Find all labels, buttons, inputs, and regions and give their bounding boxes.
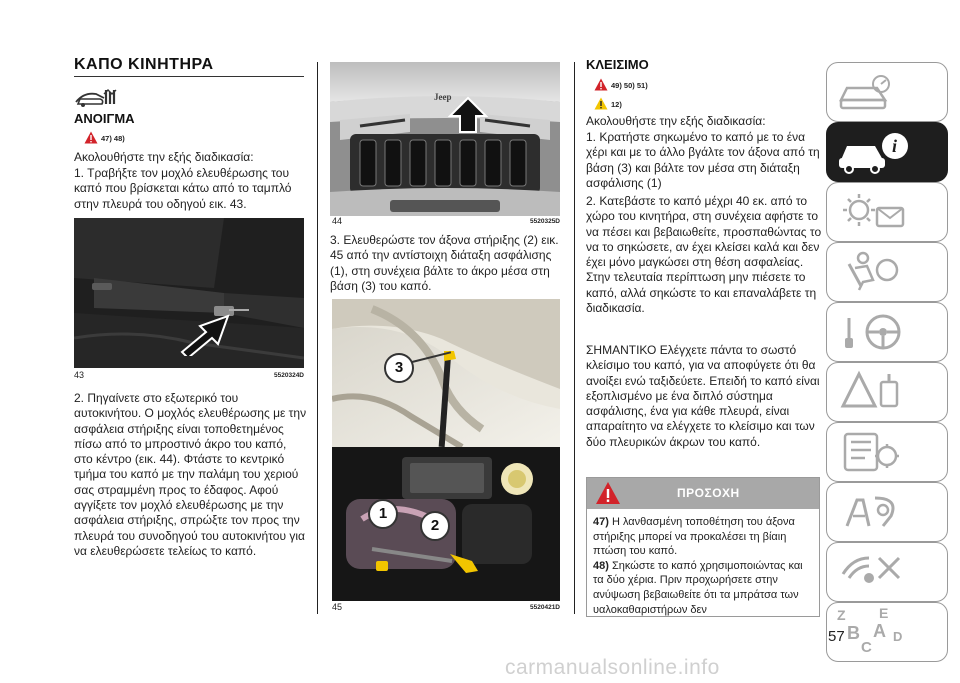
tab-safety[interactable] <box>826 242 948 302</box>
index-letter: C <box>861 639 872 656</box>
tab-driving[interactable] <box>826 302 948 362</box>
important-note-text: ΣΗΜΑΝΤΙΚΟ Ελέγχετε πάντα το σωστό κλείσιμο του καπό, για να αποφύγετε ότι θα ανοίξει ενώ ταξιδεύετε. Επειδή το καπό είναι εξοπλισμένο με ένα διπλό σύστημα ασφάλισης, ένα για κάθε πλευρά, είναι απαραίτητο να ελέγχετε το κλείσιμο και των δύο πλευρικών άκρων του καπό. <box>586 343 820 449</box>
intro-text: Ακολουθήστε την εξής διαδικασία: <box>74 150 254 164</box>
caution-header-icon <box>595 481 621 510</box>
grille-brand-label: Jeep <box>434 92 452 102</box>
figure-43-code: 5520324D <box>274 372 304 379</box>
step-3-text: 3. Ελευθερώστε τον άξονα στήριξης (2) εικ. 45 από την αντίστοιχη διάταξη ασφάλισης (1), στη συνέχεια βάλτε το άκρο μέσα στη βάση (3) του καπό. <box>330 233 559 293</box>
column-divider-left <box>317 62 318 614</box>
figure-45-code: 5520421D <box>530 604 560 611</box>
safety-airbag-icon <box>839 250 909 294</box>
technical-data-icon <box>839 490 909 534</box>
note-47-text: Η λανθασμένη τοποθέτηση του άξονα στήριξης μπορεί να προκαλέσει τη βίαιη πτώση του καπό. <box>593 516 795 558</box>
closing-intro-text: Ακολουθήστε την εξής διαδικασία: <box>586 114 766 128</box>
caution-triangle-icon <box>594 97 608 110</box>
figure-44-number: 44 <box>332 216 343 226</box>
callout-2: 2 <box>420 511 450 541</box>
index-letter: D <box>893 629 903 644</box>
caution-box <box>586 477 820 617</box>
watermark: carmanualsonline.info <box>505 656 720 679</box>
warning-lights-icon <box>839 190 909 234</box>
warning-refs: 49) 50) 51) <box>611 81 648 90</box>
figure-45-number: 45 <box>332 602 343 612</box>
section-title-rule <box>74 76 304 77</box>
tab-car-info[interactable] <box>826 122 948 182</box>
caution-header <box>587 478 819 509</box>
subsection-title-opening: ΑΝΟΙΓΜΑ <box>74 111 135 126</box>
tab-dashboard[interactable] <box>826 62 948 122</box>
index-letter: Z <box>837 607 846 623</box>
index-icon <box>833 605 913 657</box>
tab-emergency[interactable] <box>826 362 948 422</box>
note-48-text: Σηκώστε το καπό χρησιμοποιώντας και τα δύο χέρια. Πριν προχωρήσετε στην ανύψωση βεβαιωθείτε ότι τα μπράτσα των υαλοκαθαριστήρων δεν <box>593 559 803 616</box>
page-number: 57 <box>828 628 845 645</box>
hood-open-icon <box>74 86 120 108</box>
note-47-number: 47) <box>593 516 609 528</box>
tab-warning-lights[interactable] <box>826 182 948 242</box>
tab-multimedia[interactable] <box>826 542 948 602</box>
warning-triangle-icon <box>594 78 608 91</box>
index-letter: B <box>847 623 860 643</box>
multimedia-icon <box>839 550 909 594</box>
section-title-closing: ΚΛΕΙΣΙΜΟ <box>586 57 649 72</box>
closing-step-2-text: 2. Κατεβάστε το καπό μέχρι 40 εκ. από το χώρο του κινητήρα, στη συνέχεια αφήστε το να πέσει και βεβαιωθείτε, προσπαθώντας το να το σηκώσετε, αν έχει κλείσει καλά και δεν έχει μόνο μαγκώσει στη θέση ασφαλείας. Στην τελευταία περίπτωση μην πιέσετε το καπό, αλλά σηκώστε το και επαναλάβετε τη διαδικασία. <box>586 194 822 316</box>
caution-body <box>587 509 819 617</box>
car-info-icon <box>837 130 917 174</box>
warning-triangle-icon <box>84 131 98 144</box>
figure-44-photo <box>330 62 560 216</box>
svg-text:i: i <box>892 136 898 156</box>
car-dashboard-icon <box>837 72 897 112</box>
callout-1: 1 <box>368 499 398 529</box>
tab-maintenance[interactable] <box>826 422 948 482</box>
column-divider-right <box>574 62 575 614</box>
steering-wheel-icon <box>839 310 909 354</box>
index-letter: E <box>879 605 889 621</box>
note-48-number: 48) <box>593 559 609 572</box>
emergency-icon <box>839 370 909 414</box>
arrow-icon <box>178 310 234 361</box>
caution-refs: 12) <box>611 100 622 109</box>
callout-3: 3 <box>384 353 414 383</box>
maintenance-icon <box>839 430 909 474</box>
figure-43-number: 43 <box>74 370 85 380</box>
closing-step-1-text: 1. Κρατήστε σηκωμένο το καπό με το ένα χέρι και με το άλλο βγάλτε τον άξονα από τη βάση (3) και βάλτε τον μέσα στη διάταξη ασφάλισης (1) <box>586 130 820 190</box>
figure-44-code: 5520325D <box>530 218 560 225</box>
up-arrow-icon <box>448 96 488 139</box>
figure-45-photo <box>332 299 560 601</box>
section-title-hood: ΚΑΠΟ ΚΙΝΗΤΗΡΑ <box>74 56 214 73</box>
warning-refs: 47) 48) <box>101 134 125 143</box>
caution-note-47 <box>593 515 813 559</box>
step-2-text: 2. Πηγαίνετε στο εξωτερικό του αυτοκινήτου. Ο μοχλός ελευθέρωσης με την ασφάλεια στήριξης είναι τοποθετημένος πίσω από το μπροστινό άκρο του καπό, στο κέντρο (εικ. 44). Φτάστε το κεντρικό τμήμα του καπό με την παλάμη του χεριού σας στραμμένη προς το έδαφος. Αφού αγγίξετε τον μοχλό ελευθέρωσης με την ασφάλεια στήριξης, σπρώξτε τον προς την πλευρά του συνοδηγού του αυτοκινήτου για να ελευθερώσετε τελείως το καπό. <box>74 391 307 558</box>
figure-43-photo <box>74 218 304 368</box>
index-letter: A <box>873 621 886 641</box>
caution-title: ΠΡΟΣΟΧΗ <box>677 486 740 500</box>
tab-technical-data[interactable] <box>826 482 948 542</box>
step-1-text: 1. Τραβήξτε τον μοχλό ελευθέρωσης του καπό που βρίσκεται κάτω από το ταμπλό στην πλευρά του οδηγού εικ. 43. <box>74 166 292 211</box>
caution-note-48 <box>593 559 813 617</box>
